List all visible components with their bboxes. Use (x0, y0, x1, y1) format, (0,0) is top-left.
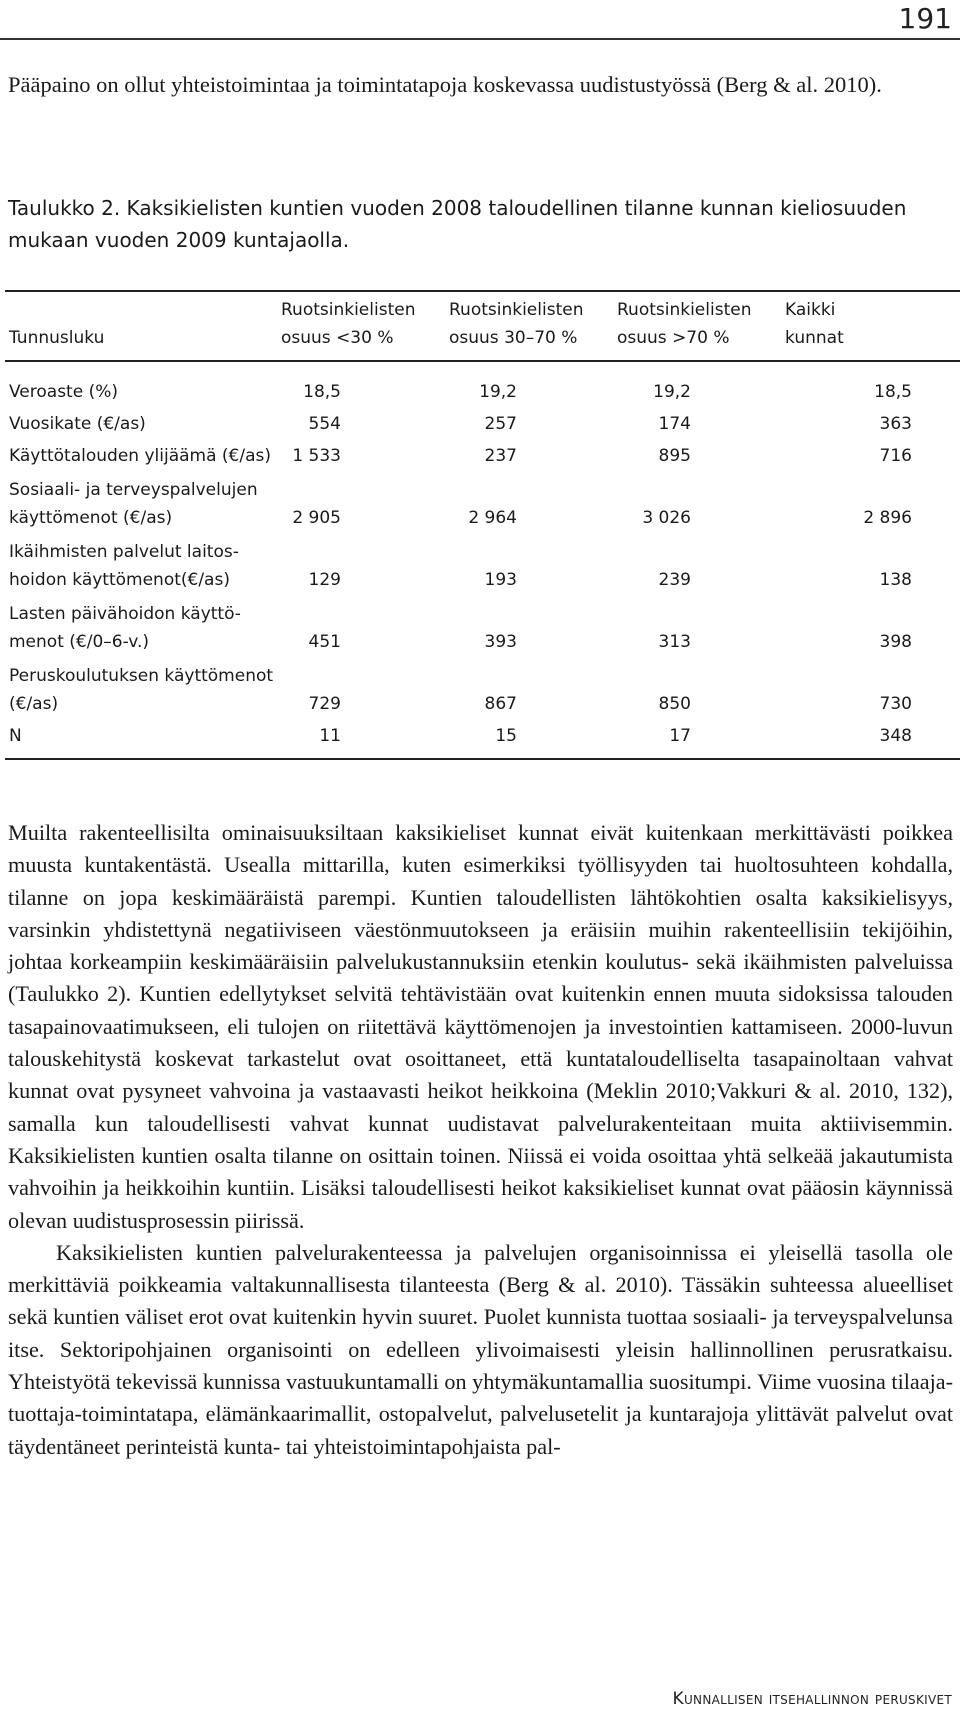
cell-gt70: 174 (658, 414, 691, 434)
row-label: Käyttötalouden ylijäämä (€/as) (9, 446, 271, 466)
header-gt70: Ruotsinkielisten osuus >70 % (617, 291, 785, 361)
data-table (5, 290, 960, 760)
row-label: N (5, 718, 281, 759)
cell-lt30: 729 (308, 694, 341, 714)
row-label: Peruskoulutuksen käyttömenot (€/as) (9, 666, 274, 714)
cell-lt30: 129 (308, 570, 341, 590)
cell-kaikki: 730 (879, 694, 912, 714)
running-footer: Kunnallisen itsehallinnon peruskivet (672, 1689, 952, 1709)
cell-kaikki: 363 (879, 414, 912, 434)
cell-kaikki: 18,5 (874, 382, 912, 402)
table-row (5, 532, 960, 594)
table-row (5, 438, 960, 470)
cell-30-70: 15 (449, 718, 617, 759)
cell-30-70: 193 (484, 570, 517, 590)
header-30-70: Ruotsinkielisten osuus 30–70 % (449, 291, 617, 361)
cell-lt30: 18,5 (303, 382, 341, 402)
cell-30-70: 19,2 (479, 382, 517, 402)
cell-30-70: 2 964 (468, 508, 517, 528)
cell-gt70: 17 (617, 718, 785, 759)
cell-30-70: 237 (484, 446, 517, 466)
row-label: Sosiaali- ja terveyspalvelujen käyttömenot (€/as) (9, 480, 258, 528)
table-header-row (5, 291, 960, 361)
header-kaikki: Kaikki kunnat (785, 291, 960, 361)
row-label: Lasten päivähoidon käyttö- menot (€/0–6-v.) (9, 604, 241, 652)
row-label: Vuosikate (€/as) (9, 414, 146, 434)
cell-lt30: 2 905 (292, 508, 341, 528)
intro-paragraph: Pääpaino on ollut yhteistoimintaa ja toimintatapoja koskevassa uudistustyössä (Berg & al. 2010). (8, 72, 882, 97)
table-row (5, 656, 960, 718)
cell-kaikki: 2 896 (863, 508, 912, 528)
page-number: 191 (898, 2, 952, 35)
body-text (8, 817, 953, 1463)
cell-gt70: 850 (658, 694, 691, 714)
header-lt30: Ruotsinkielisten osuus <30 % (281, 291, 449, 361)
data-table-container (5, 290, 960, 760)
table-row (5, 718, 960, 759)
table-row (5, 361, 960, 406)
cell-lt30: 1 533 (292, 446, 341, 466)
cell-30-70: 393 (484, 632, 517, 652)
cell-kaikki: 398 (879, 632, 912, 652)
cell-gt70: 19,2 (653, 382, 691, 402)
header-tunnusluku: Tunnusluku (5, 291, 281, 361)
cell-lt30: 554 (308, 414, 341, 434)
cell-30-70: 257 (484, 414, 517, 434)
cell-kaikki: 138 (879, 570, 912, 590)
cell-gt70: 313 (658, 632, 691, 652)
row-label: Veroaste (%) (9, 382, 119, 402)
row-label: Ikäihmisten palvelut laitos- hoidon käyttömenot(€/as) (9, 542, 239, 590)
cell-lt30: 451 (308, 632, 341, 652)
cell-30-70: 867 (484, 694, 517, 714)
cell-gt70: 3 026 (642, 508, 691, 528)
cell-gt70: 895 (658, 446, 691, 466)
body-paragraph-2: Kaksikielisten kuntien palvelurakenteessa ja palvelujen organisoinnissa ei yleisellä tasolla ole merkittäviä poikkeamia valtakunnallisesta tilanteesta (Berg & al. 2010). Tässäkin suhteessa alueelliset sekä kuntien väliset erot ovat kuitenkin hyvin suuret. Puolet kunnista tuottaa sosiaali- ja terveyspalvelunsa itse. Sektoripohjainen organisointi on edelleen ylivoimaisesti yleisin hallinnollinen perusratkaisu. Yhteistyötä tekevissä kunnissa vastuukuntamalli on yhtymäkuntamallia suositumpi. Viime vuosina tilaaja-tuottaja-toimintatapa, elämänkaarimallit, ostopalvelut, palvelusetelit ja kuntarajoja ylittävät palvelut ovat täydentäneet perinteistä kunta- tai yhteistoimintapohjaista pal- (8, 1239, 953, 1459)
table-row (5, 406, 960, 438)
cell-kaikki: 716 (879, 446, 912, 466)
body-paragraph-1: Muilta rakenteellisilta ominaisuuksiltaan kaksikieliset kunnat eivät kuitenkaan merkittävästi poikkea muusta kuntakentästä. Usealla mittarilla, kuten esimerkiksi työllisyyden tai huoltosuhteen kohdalla, tilanne on jopa keskimääräistä parempi. Kuntien taloudellisten lähtökohtien osalta kaksikielisyys, varsinkin yhdistettynä negatiiviseen väestönmuutokseen ja eräisiin muihin rakenteellisiin tekijöihin, johtaa korkeampiin keskimääräisiin palvelukustannuksiin etenkin koulutus- sekä ikäihmisten palveluissa (Taulukko 2). Kuntien edellytykset selvitä tehtävistään ovat kuitenkin ennen muuta sidoksissa talouden tasapainovaatimukseen, eli tulojen on riitettävä käyttömenojen ja investointien kattamiseen. 2000-luvun talouskehitystä koskevat tarkastelut ovat osoittaneet, että kuntataloudelliselta tasapainoltaan vahvat kunnat ovat pysyneet vahvoina ja vastaavasti heikot heikkoina (Meklin 2010;Vakkuri & al. 2010, 132), samalla kun taloudellisesti vahvat kunnat uudistavat palvelurakenteitaan muita aktiivisemmin. Kaksikielisten kuntien osalta tilanne on osittain toinen. Niissä ei voida osoittaa yhtä selkeää jakautumista vahvoihin ja heikkoihin kuntiin. Lisäksi taloudellisesti heikot kaksikieliset kunnat ovat pääosin käynnissä olevan uudistusprosessin piirissä. (8, 820, 953, 1233)
header-rule (0, 38, 960, 40)
table-row (5, 470, 960, 532)
table-caption: Taulukko 2. Kaksikielisten kuntien vuoden 2008 taloudellinen tilanne kunnan kieliosuuden mukaan vuoden 2009 kuntajaolla. (8, 196, 907, 252)
cell-kaikki: 348 (785, 718, 960, 759)
cell-gt70: 239 (658, 570, 691, 590)
table-row (5, 594, 960, 656)
cell-lt30: 11 (281, 718, 449, 759)
